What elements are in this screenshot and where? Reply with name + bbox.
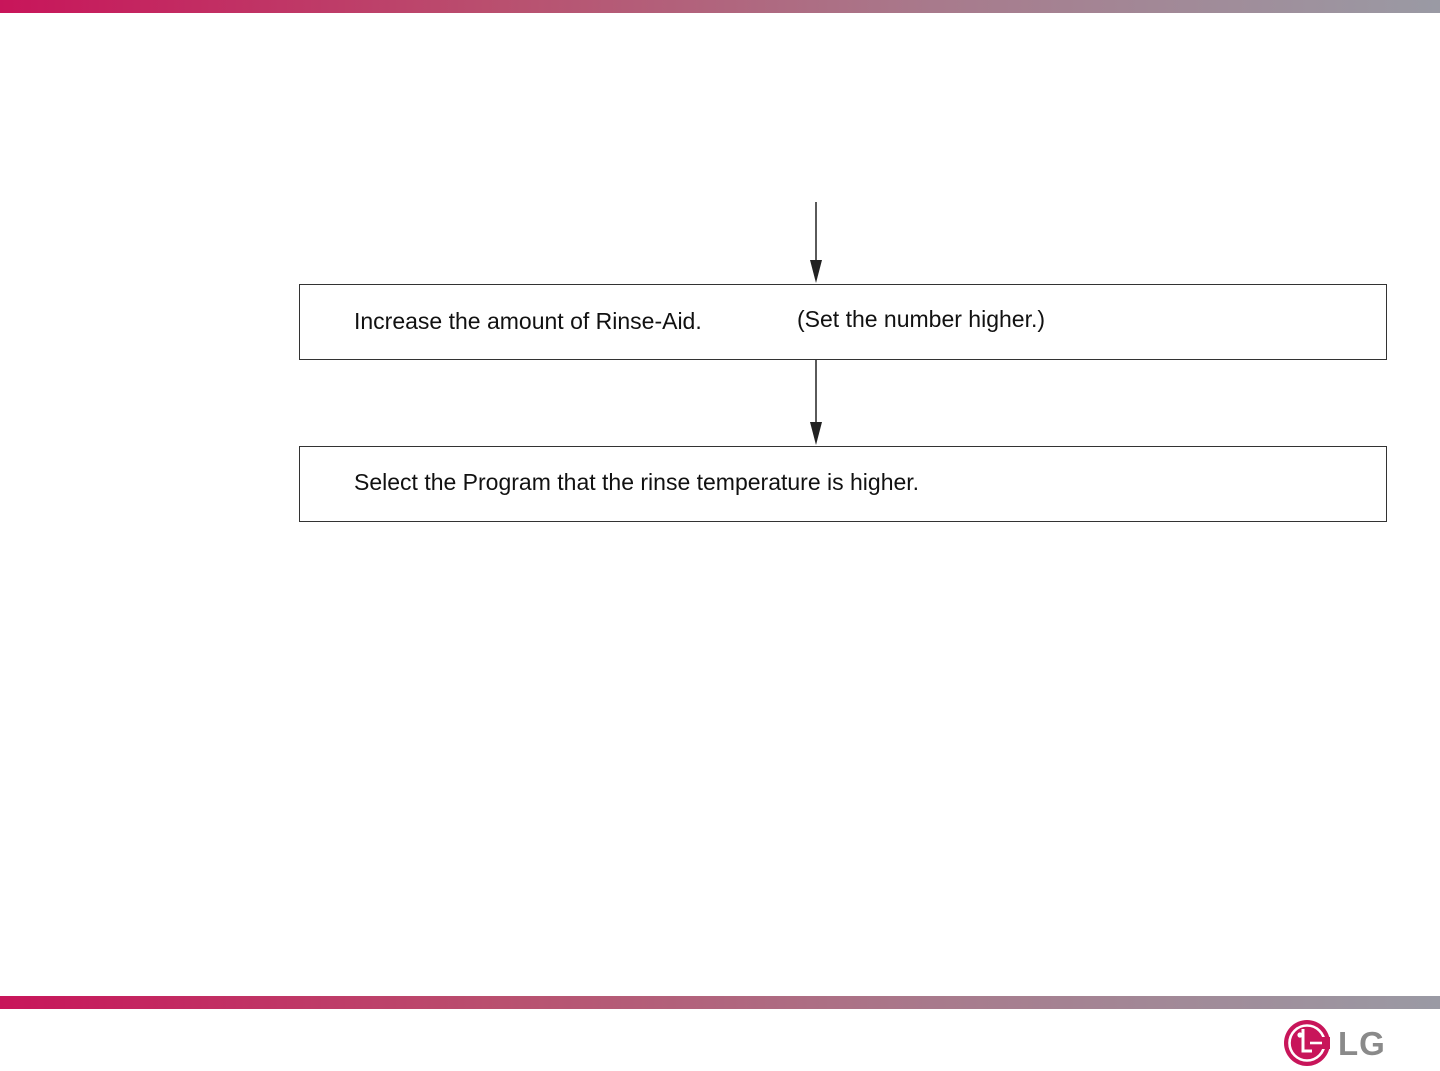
lg-logo [1283, 1019, 1398, 1071]
lg-logo-icon [1283, 1019, 1331, 1067]
arrowhead-step-1-to-step-2 [810, 422, 822, 445]
step-1-note: (Set the number higher.) [797, 306, 1046, 332]
step-2-text: Select the Program that the rinse temperature is higher. [354, 469, 920, 495]
flow-step-2 [299, 446, 1387, 522]
step-1-text: Increase the amount of Rinse-Aid. [354, 308, 702, 334]
flow-step-1 [299, 284, 1387, 360]
lg-wordmark: LG [1338, 1025, 1386, 1062]
bottom-accent-bar [0, 996, 1440, 1009]
arrowhead-into-step-1 [810, 260, 822, 283]
